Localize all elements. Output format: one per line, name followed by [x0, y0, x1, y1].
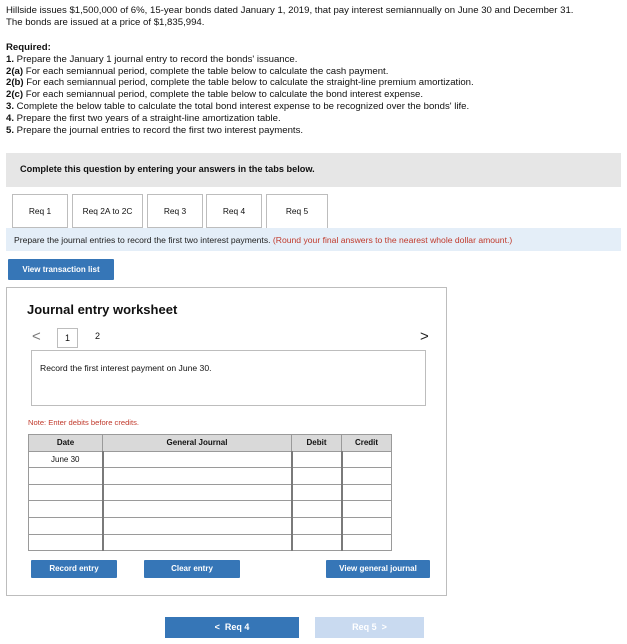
next-req-label: Req 5 — [352, 622, 377, 632]
account-input[interactable] — [103, 517, 292, 534]
required-item: 3. Complete the below table to calculate the total bond interest expense to be recognized over the bonds' life. — [6, 100, 470, 112]
column-credit: Credit — [342, 435, 392, 452]
problem-line-2: The bonds are issued at a price of $1,835,994. — [6, 16, 205, 28]
date-cell[interactable]: June 30 — [29, 451, 103, 468]
column-debit: Debit — [292, 435, 342, 452]
credit-input[interactable] — [342, 484, 392, 501]
credit-input[interactable] — [342, 468, 392, 485]
required-list — [6, 42, 621, 136]
clear-entry-button[interactable]: Clear entry — [144, 560, 240, 578]
instruction-text: Prepare the journal entries to record the first two interest payments. — [14, 235, 273, 245]
required-item: 2(a) For each semiannual period, complete the table below to calculate the cash payment. — [6, 65, 389, 77]
date-cell[interactable] — [29, 484, 103, 501]
view-general-journal-button[interactable]: View general journal — [326, 560, 430, 578]
required-item: 1. Prepare the January 1 journal entry to record the bonds' issuance. — [6, 53, 298, 65]
table-header — [29, 435, 392, 452]
account-input[interactable] — [103, 468, 292, 485]
chevron-right-icon: > — [381, 622, 387, 632]
chevron-left-icon: < — [214, 622, 220, 632]
required-item: 5. Prepare the journal entries to record the first two interest payments. — [6, 124, 304, 136]
credit-input[interactable] — [342, 517, 392, 534]
date-cell[interactable] — [29, 517, 103, 534]
tab-req-4[interactable]: Req 4 — [206, 194, 262, 228]
debit-input[interactable] — [292, 534, 342, 551]
tab-req-3[interactable]: Req 3 — [147, 194, 203, 228]
entry-description-text: Record the first interest payment on June 30. — [40, 363, 212, 373]
account-input[interactable] — [103, 501, 292, 518]
table-row — [29, 534, 392, 551]
requirement-tabs — [6, 194, 621, 228]
tab-req-1[interactable]: Req 1 — [12, 194, 68, 228]
instruction-note: (Round your final answers to the nearest whole dollar amount.) — [272, 235, 513, 245]
credit-input[interactable] — [342, 534, 392, 551]
journal-table — [28, 434, 392, 551]
record-entry-button[interactable]: Record entry — [31, 560, 117, 578]
credit-input[interactable] — [342, 501, 392, 518]
required-item: 4. Prepare the first two years of a straight-line amortization table. — [6, 112, 281, 124]
entry-description — [31, 350, 426, 406]
date-cell[interactable] — [29, 468, 103, 485]
table-row — [29, 517, 392, 534]
debit-input[interactable] — [292, 484, 342, 501]
account-input[interactable] — [103, 451, 292, 468]
prev-req-button[interactable] — [165, 617, 299, 638]
next-req-button[interactable] — [315, 617, 424, 638]
debit-input[interactable] — [292, 517, 342, 534]
tab-req-5[interactable]: Req 5 — [266, 194, 328, 229]
debit-input[interactable] — [292, 501, 342, 518]
table-row — [29, 501, 392, 518]
problem-line-1: Hillside issues $1,500,000 of 6%, 15-year bonds dated January 1, 2019, that pay interest semiannually on June 30 and December 31. — [6, 5, 574, 16]
tab-req-2a-2c[interactable]: Req 2A to 2C — [72, 194, 143, 228]
chevron-left-icon[interactable]: < — [32, 328, 41, 345]
required-heading: Required: — [6, 42, 51, 53]
tab-instruction — [6, 228, 621, 251]
chevron-right-icon[interactable]: > — [420, 328, 429, 345]
prev-req-label: Req 4 — [224, 622, 250, 632]
page-2-button[interactable]: 2 — [95, 331, 101, 341]
table-row — [29, 468, 392, 485]
worksheet-title: Journal entry worksheet — [27, 302, 178, 317]
problem-statement — [6, 5, 621, 28]
table-row — [29, 484, 392, 501]
view-transaction-list-button[interactable]: View transaction list — [8, 259, 114, 280]
column-date: Date — [29, 435, 103, 452]
credit-input[interactable] — [342, 451, 392, 468]
date-cell[interactable] — [29, 501, 103, 518]
debit-input[interactable] — [292, 451, 342, 468]
complete-question-banner: Complete this question by entering your answers in the tabs below. — [6, 153, 621, 187]
account-input[interactable] — [103, 534, 292, 551]
date-cell[interactable] — [29, 534, 103, 551]
required-item: 2(c) For each semiannual period, complete the table below to calculate the bond interest expense. — [6, 89, 424, 101]
required-item: 2(b) For each semiannual period, complete the table below to calculate the straight-line premium amortization. — [6, 77, 474, 89]
debits-note: Note: Enter debits before credits. — [28, 418, 140, 427]
column-general-journal: General Journal — [103, 435, 292, 452]
table-row — [29, 451, 392, 468]
journal-entry-worksheet — [6, 287, 447, 596]
account-input[interactable] — [103, 484, 292, 501]
debit-input[interactable] — [292, 468, 342, 485]
page-1-button[interactable]: 1 — [57, 328, 78, 348]
